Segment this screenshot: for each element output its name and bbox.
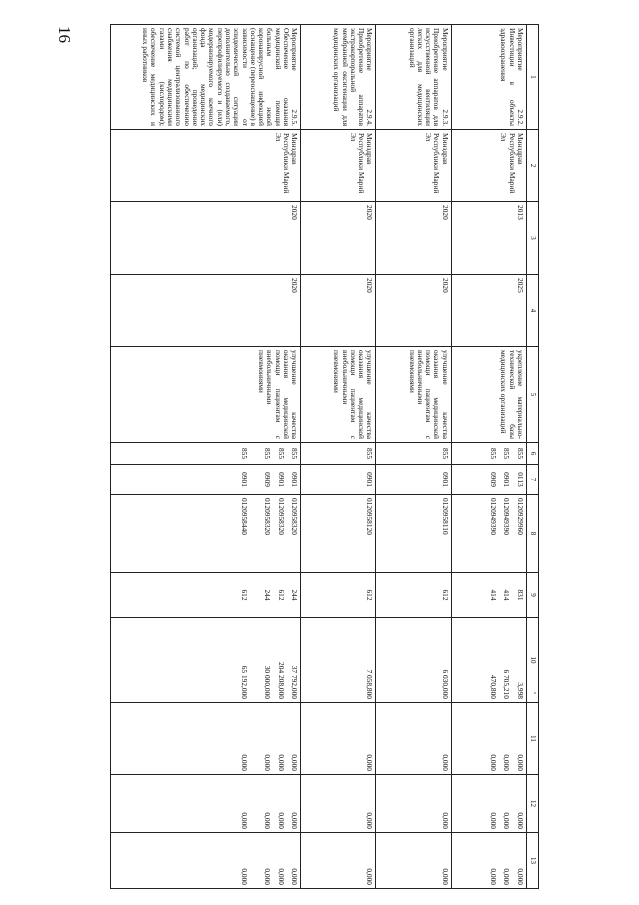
cell-value: 6 705,210	[502, 669, 512, 699]
cell-value: 855	[516, 447, 525, 460]
page-number: 16	[55, 26, 74, 43]
cell-c10	[111, 618, 301, 703]
cell-value: 855	[239, 447, 249, 460]
table-body	[111, 25, 527, 889]
cell-value: 244	[263, 589, 273, 601]
cell-c6	[301, 443, 376, 465]
cell-value: 612	[276, 589, 286, 601]
cell-c5: улучшение качества оказания медицинской помощи пациентам с внебольничными пневмониями	[111, 347, 301, 443]
budget-table	[110, 24, 539, 889]
cell-value: 831	[516, 589, 525, 601]
cell-value: 30 000,000	[263, 665, 273, 699]
cell-value: 0113	[516, 472, 525, 487]
cell-value: 0,000	[239, 812, 249, 829]
cell-c11	[451, 703, 526, 775]
column-header-7: 7	[527, 465, 539, 495]
cell-c10	[301, 618, 376, 703]
column-header-12: 12	[527, 775, 539, 833]
cell-c12	[301, 775, 376, 833]
cell-c4: 2020	[111, 275, 301, 347]
cell-c1: Мероприятие 2.9.4. Приобретение аппаратов экстракорпоральной мембранной оксигенации для медицинских организаций	[301, 25, 376, 130]
cell-value: 612	[239, 589, 249, 601]
cell-c5: укрепление материально-технической базы медицинских организаций	[451, 347, 526, 443]
cell-value: 0120949390	[489, 498, 498, 535]
cell-value: 0,000	[489, 812, 498, 829]
cell-value: 7 058,800	[365, 669, 375, 699]
cell-value: 0,000	[365, 812, 375, 829]
cell-value: 855	[290, 447, 300, 460]
column-header-11: 11	[527, 703, 539, 775]
cell-c9	[301, 573, 376, 618]
cell-c3: 2020	[111, 202, 301, 275]
cell-value: 0901	[290, 472, 300, 487]
cell-c8	[301, 495, 376, 573]
cell-value: 855	[263, 447, 273, 460]
cell-value: 0,000	[239, 868, 249, 885]
column-header-9: 9	[527, 573, 539, 618]
cell-value: 0,000	[489, 868, 498, 885]
cell-c11	[301, 703, 376, 775]
cell-c2: Минздрав Республики Марий Эл	[376, 130, 451, 202]
column-header-3: 3	[527, 202, 539, 275]
cell-value: 414	[502, 589, 512, 601]
cell-c11	[376, 703, 451, 775]
cell-value: 0,000	[489, 754, 498, 771]
cell-c7	[301, 465, 376, 495]
cell-value: 0,000	[290, 754, 300, 771]
cell-value: 0909	[489, 472, 498, 487]
cell-value: 0,000	[239, 754, 249, 771]
cell-value: 0,000	[263, 754, 273, 771]
cell-value: 0120958120	[365, 498, 375, 535]
cell-value: 204 208,000	[276, 662, 286, 699]
cell-value: 0901	[502, 472, 512, 487]
table-row	[376, 25, 451, 889]
cell-value: 0,000	[276, 812, 286, 829]
cell-c9	[111, 573, 301, 618]
column-header-6: 6	[527, 443, 539, 465]
cell-c13	[301, 833, 376, 889]
cell-value: 0,000	[440, 754, 450, 771]
table-row	[451, 25, 526, 889]
cell-c6	[111, 443, 301, 465]
column-header-10: 10	[527, 618, 539, 703]
table-row	[301, 25, 376, 889]
cell-c4: 2025	[451, 275, 526, 347]
cell-value: 0120949390	[502, 498, 512, 535]
column-header-13: 13	[527, 833, 539, 889]
cell-value: 0901	[276, 472, 286, 487]
cell-value: 0,000	[263, 868, 273, 885]
cell-c2: Минздрав Республики Марий Эл	[451, 130, 526, 202]
cell-value: 0,000	[516, 754, 525, 771]
cell-value: 0,000	[516, 868, 525, 885]
cell-c3: 2013	[451, 202, 526, 275]
cell-value: 3,998	[516, 682, 525, 699]
column-header-4: 4	[527, 275, 539, 347]
cell-c8	[111, 495, 301, 573]
cell-c9	[451, 573, 526, 618]
cell-c8	[451, 495, 526, 573]
column-header-2: 2	[527, 130, 539, 202]
cell-c13	[376, 833, 451, 889]
cell-value: 0,000	[516, 812, 525, 829]
cell-value: 244	[290, 589, 300, 601]
cell-value: 855	[489, 447, 498, 460]
cell-value: 0120958320	[263, 498, 273, 535]
budget-table-sheet	[110, 24, 539, 888]
cell-c5: улучшение качества оказания медицинской помощи пациентам с внебольничными пневмониями	[376, 347, 451, 443]
cell-c7	[451, 465, 526, 495]
cell-value: 6 030,000	[440, 669, 450, 699]
cell-c4: 2020	[301, 275, 376, 347]
cell-c9	[376, 573, 451, 618]
cell-c6	[451, 443, 526, 465]
cell-c12	[451, 775, 526, 833]
cell-c1: Мероприятие 2.9.2. Инвестиции в объекты здравоохранения	[451, 25, 526, 130]
cell-value: 855	[440, 447, 450, 460]
cell-value: 0,000	[276, 868, 286, 885]
cell-value: 612	[365, 589, 375, 601]
cell-value: 0120958110	[440, 498, 450, 535]
cell-value: 0,000	[440, 812, 450, 829]
cell-c7	[111, 465, 301, 495]
cell-c12	[111, 775, 301, 833]
cell-value: 0,000	[276, 754, 286, 771]
cell-c10	[376, 618, 451, 703]
column-header-8: 8	[527, 495, 539, 573]
cell-c13	[451, 833, 526, 889]
cell-c4: 2020	[376, 275, 451, 347]
cell-c3: 2020	[376, 202, 451, 275]
cell-value: 470,800	[489, 674, 498, 699]
cell-value: 0,000	[502, 754, 512, 771]
cell-c1: Мероприятие 2.9.3. Приобретение аппаратов для искусственной вентиляции легких для медицинских организаций	[376, 25, 451, 130]
cell-value: 0,000	[263, 812, 273, 829]
cell-value: 0,000	[290, 812, 300, 829]
cell-c11	[111, 703, 301, 775]
cell-value: 855	[502, 447, 512, 460]
cell-c13	[111, 833, 301, 889]
cell-value: 0,000	[290, 868, 300, 885]
column-header-5: 5	[527, 347, 539, 443]
table-row	[111, 25, 301, 889]
cell-value: 0,000	[502, 812, 512, 829]
cell-c8	[376, 495, 451, 573]
cell-value: 855	[276, 447, 286, 460]
cell-value: 0,000	[440, 868, 450, 885]
cell-value: 855	[365, 447, 375, 460]
cell-value: 0901	[239, 472, 249, 487]
cell-value: 0901	[440, 472, 450, 487]
cell-value: 0,000	[502, 868, 512, 885]
cell-value: 0120929960	[516, 498, 525, 535]
cell-c10	[451, 618, 526, 703]
cell-c12	[376, 775, 451, 833]
cell-value: 612	[440, 589, 450, 601]
cell-value: 0,000	[365, 754, 375, 771]
cell-value: 0120958440	[239, 498, 249, 535]
cell-c6	[376, 443, 451, 465]
cell-value: 0,000	[365, 868, 375, 885]
cell-value: 0901	[365, 472, 375, 487]
cell-c7	[376, 465, 451, 495]
cell-value: 65 192,000	[239, 665, 249, 699]
cell-c1: Мероприятие 2.9.5. Обеспечение оказания медицинской помощи больным новой коронавирусной инфекцией (оснащение (переоснащение) в зависимости от эпидемической ситуации дополнительно создаваемого, перепрофилируемого и (или) модернизируемого коечного фонда медицинских организаций; проведение работ по обеспечению системой централизованного снабжения медицинскими газами (кислородом); обеспечение медицинских и иных работников	[111, 25, 301, 130]
cell-value: 0120958320	[276, 498, 286, 535]
cell-value: 414	[489, 589, 498, 601]
cell-c5: улучшение качества оказания медицинской помощи пациентам с внебольничными пневмониями	[301, 347, 376, 443]
cell-c2: Минздрав Республики Марий Эл	[301, 130, 376, 202]
column-number-row	[527, 25, 539, 889]
column-header-1: 1	[527, 25, 539, 130]
cell-c3: 2020	[301, 202, 376, 275]
cell-value: 0909	[263, 472, 273, 487]
cell-value: 0120958320	[290, 498, 300, 535]
cell-c2: Минздрав Республики Марий Эл	[111, 130, 301, 202]
cell-value: 37 792,000	[290, 665, 300, 699]
